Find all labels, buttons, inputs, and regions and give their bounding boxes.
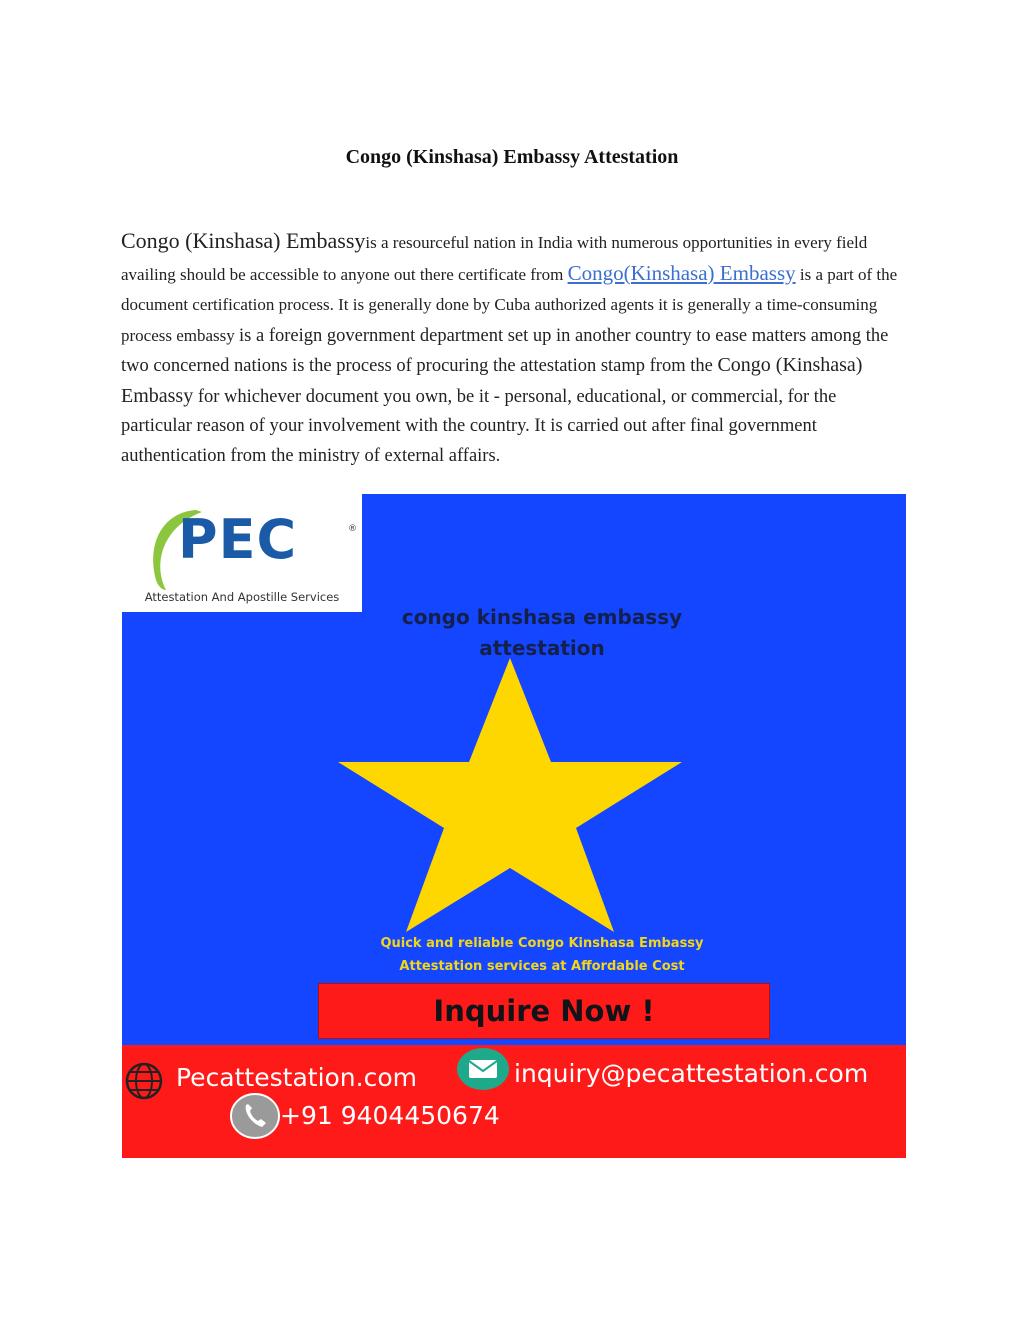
pec-logo [122,494,362,612]
contact-bar [122,1045,906,1158]
logo-tagline: Attestation And Apostille Services [144,590,340,604]
lead-text: Congo (Kinshasa) Embassy [121,228,366,253]
website-text[interactable]: Pecattestation.com [176,1063,417,1092]
promo-banner [122,494,906,1158]
paragraph-part-5: for whichever document you own, be it - personal, educational, or commercial, for the particular reason of your involvement with the country. It is carried out after final government authentication from the ministry of external affairs. [121,386,837,466]
paragraph-part-1: is a resourceful nation in India with numerous opportunities in every field availing should be accessible to anyone out there certificate from [121,233,868,284]
banner-subtext-line-1: Quick and reliable Congo Kinshasa Embassy [380,936,704,951]
email-text[interactable]: inquiry@pecattestation.com [514,1059,869,1088]
paragraph-part-4: Congo (Kinshasa) Embassy [121,354,863,407]
banner-subtext-line-2: Attestation services at Affordable Cost [399,959,685,974]
paragraph-part-2: is a part of the document certification process. It is generally done by Cuba authorized agents it is generally a time-consuming process embassy [121,264,898,345]
registered-mark: ® [348,524,357,534]
banner-heading-line-2: attestation [479,636,605,660]
phone-text[interactable]: +91 9404450674 [280,1101,500,1130]
globe-icon [124,1061,164,1101]
logo-wordmark: PEC [178,508,298,571]
body-paragraph [121,226,911,471]
mail-icon [456,1047,510,1091]
inquire-now-button[interactable]: Inquire Now ! [318,983,770,1039]
star-graphic [336,656,684,932]
banner-heading-line-1: congo kinshasa embassy [401,605,683,629]
page-title: Congo (Kinshasa) Embassy Attestation [345,146,679,168]
embassy-link[interactable]: Congo(Kinshasa) Embassy [567,260,796,285]
banner-heading [342,602,742,664]
phone-icon [230,1093,280,1139]
paragraph-part-3: is a foreign government department set up in another country to ease matters among the two concerned nations is the process of procuring the attestation stamp from the [121,325,889,376]
banner-subtext [352,932,732,978]
